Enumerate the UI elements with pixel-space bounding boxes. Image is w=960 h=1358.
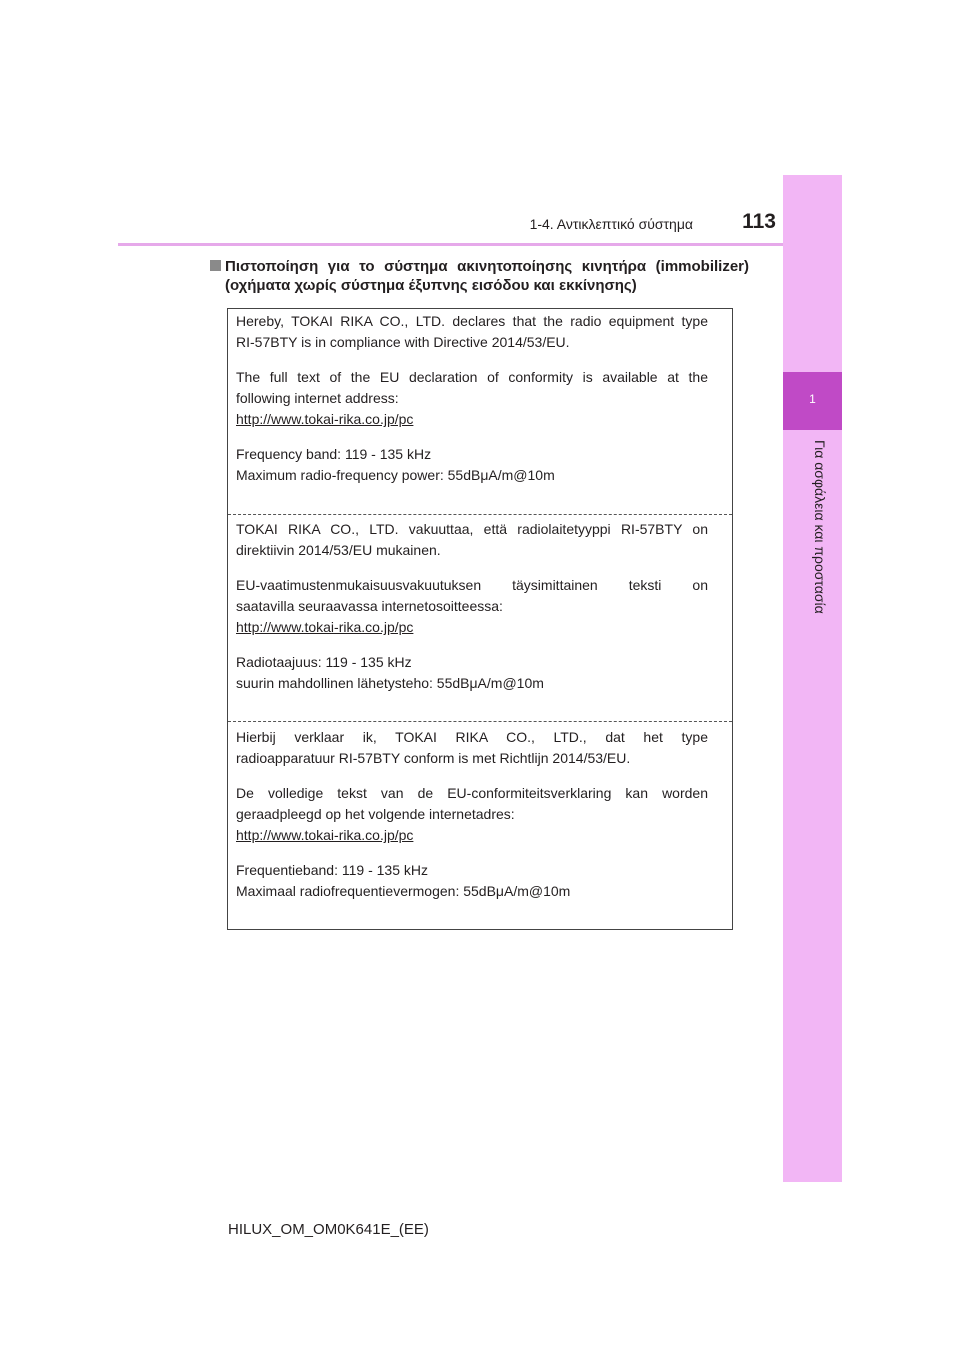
frequency-band: Radiotaajuus: 119 - 135 kHz [236,654,412,670]
header-divider [118,243,842,246]
section-separator [228,721,732,722]
frequency-band: Frequentieband: 119 - 135 kHz [236,862,428,878]
declaration-text-line: direktiivin 2014/53/EU mukainen. [236,542,441,558]
declaration-text-line: saatavilla seuraavassa internetosoitteessa: [236,598,503,614]
declaration-text-line: De volledige tekst van de EU-conformiteitsverklaring kan worden [236,785,708,801]
chapter-number: 1 [809,392,816,406]
declaration-text-line: Hereby, TOKAI RIKA CO., LTD. declares that the radio equipment type [236,313,708,329]
frequency-band: Frequency band: 119 - 135 kHz [236,446,432,462]
declaration-text-line: The full text of the EU declaration of conformity is available at the [236,369,708,385]
chapter-title: Για ασφάλεια και προστασία [812,440,828,614]
declaration-text-line: RI-57BTY is in compliance with Directive 2014/53/EU. [236,334,570,350]
declaration-text-line: geraadpleegd op het volgende internetadres: [236,806,515,822]
declaration-text-line: Hierbij verklaar ik, TOKAI RIKA CO., LTD., dat het type [236,729,708,745]
max-power: suurin mahdollinen lähetysteho: 55dBμA/m@10m [236,675,544,691]
declaration-url-link[interactable]: http://www.tokai-rika.co.jp/pc [236,619,414,635]
heading-line-2: (οχήματα χωρίς σύστημα έξυπνης εισόδου και εκκίνησης) [225,277,637,294]
declaration-text-line: EU-vaatimustenmukaisuusvakuutuksen täysimittainen teksti on [236,577,708,593]
page-number: 113 [742,210,776,233]
document-code: HILUX_OM_OM0K641E_(EE) [228,1221,429,1238]
chapter-side-tab [783,175,842,1182]
section-heading [210,257,752,295]
max-power: Maximaal radiofrequentievermogen: 55dBμA/m@10m [236,883,571,899]
declaration-url-link[interactable]: http://www.tokai-rika.co.jp/pc [236,411,414,427]
declaration-dutch [228,727,732,902]
declaration-url-link[interactable]: http://www.tokai-rika.co.jp/pc [236,827,414,843]
declaration-box [227,308,733,930]
heading-line-1: Πιστοποίηση για το σύστημα ακινητοποίησης κινητήρα (immobilizer) [225,258,749,275]
declaration-english [228,311,732,486]
declaration-text-line: radioapparatuur RI-57BTY conform is met Richtlijn 2014/53/EU. [236,750,631,766]
section-separator [228,514,732,515]
section-title: 1-4. Αντικλεπτικό σύστημα [529,216,693,232]
declaration-text-line: following internet address: [236,390,399,406]
declaration-finnish [228,519,732,694]
declaration-text-line: TOKAI RIKA CO., LTD. vakuuttaa, että radiolaitetyyppi RI-57BTY on [236,521,708,537]
square-bullet-icon [210,260,221,271]
max-power: Maximum radio-frequency power: 55dBμA/m@10m [236,467,555,483]
